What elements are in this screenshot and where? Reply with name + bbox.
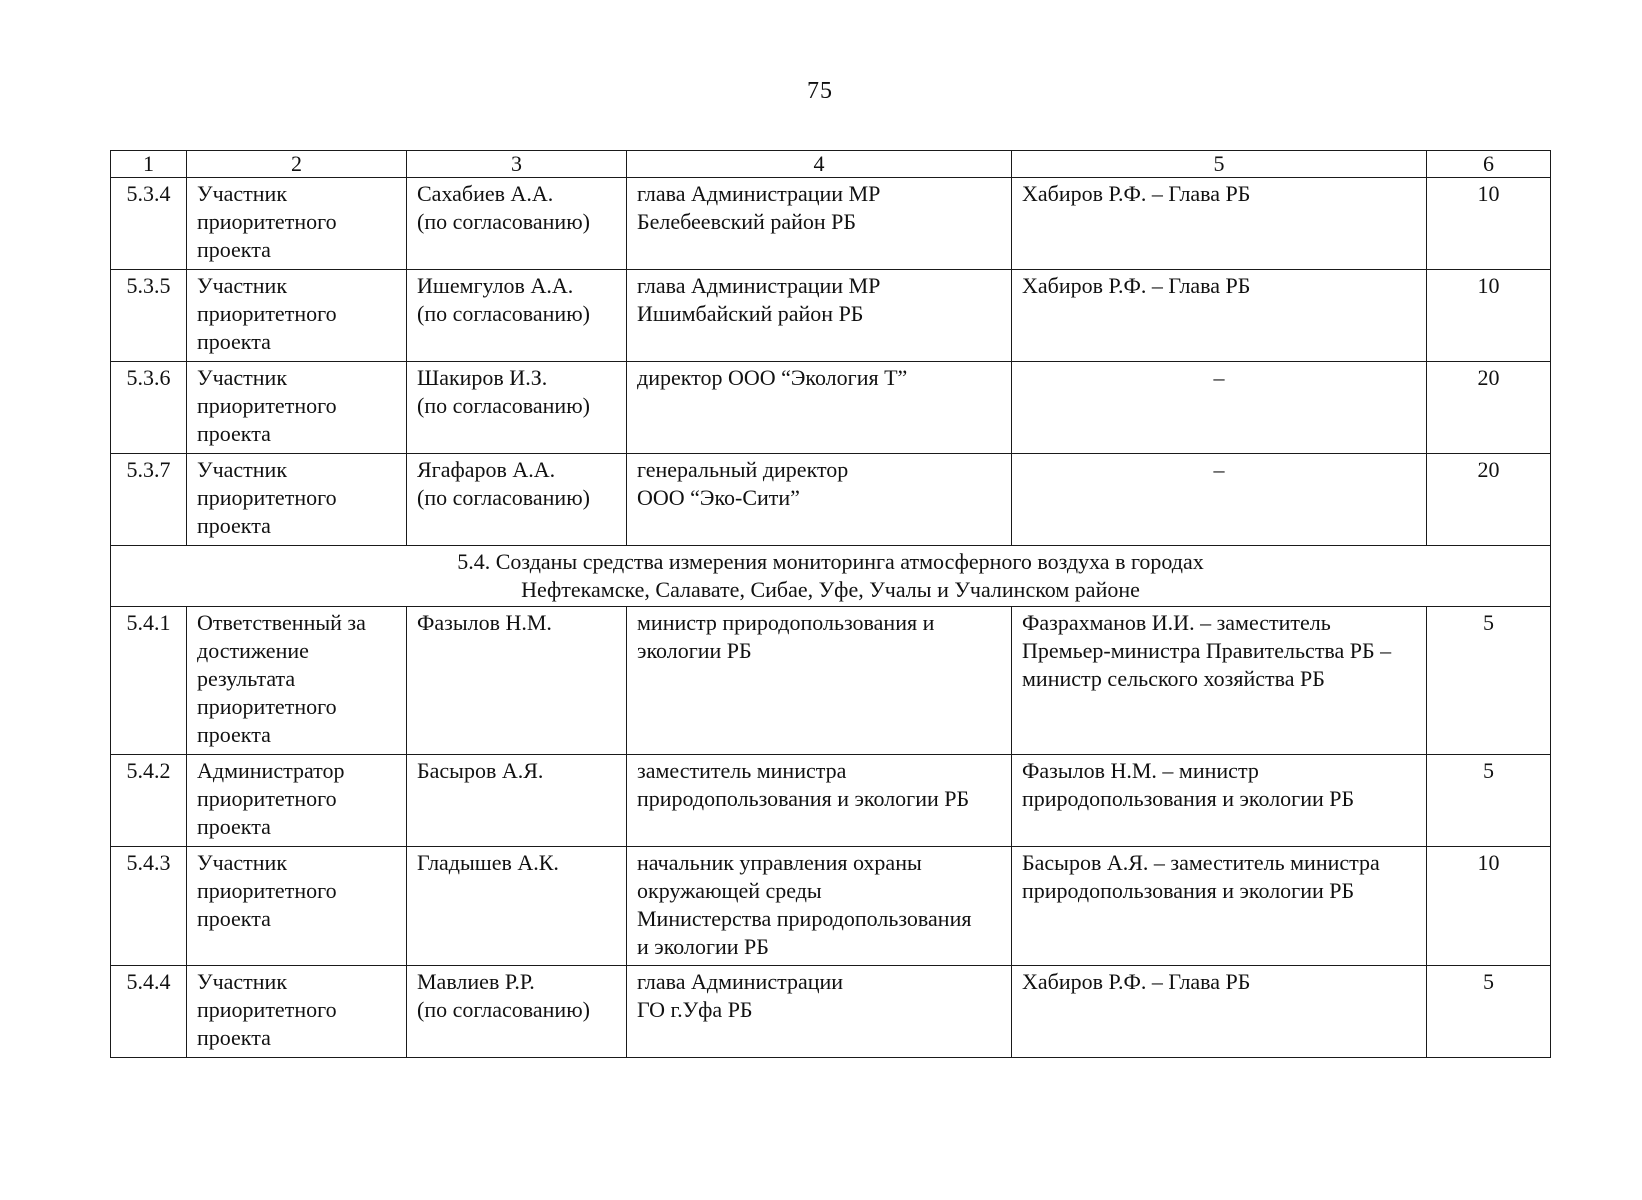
person-line: Мавлиев Р.Р. xyxy=(417,969,535,994)
score-cell: 10 xyxy=(1427,270,1551,362)
role-cell xyxy=(187,755,407,847)
score-cell: 5 xyxy=(1427,966,1551,1058)
role-line: проекта xyxy=(197,513,271,538)
role-line: проекта xyxy=(197,906,271,931)
position-line: и экологии РБ xyxy=(637,934,769,959)
table-row xyxy=(111,270,1551,362)
column-header: 5 xyxy=(1012,151,1427,178)
role-line: приоритетного xyxy=(197,786,337,811)
person-line: Сахабиев А.А. xyxy=(417,181,554,206)
role-line: приоритетного xyxy=(197,694,337,719)
responsibility-table xyxy=(110,150,1551,1058)
person-cell xyxy=(407,454,627,546)
supervisor-line: Хабиров Р.Ф. – Глава РБ xyxy=(1022,181,1251,206)
person-cell xyxy=(407,362,627,454)
column-number-row xyxy=(111,151,1551,178)
score-cell: 5 xyxy=(1427,755,1551,847)
role-line: приоритетного xyxy=(197,485,337,510)
position-line: природопользования и экологии РБ xyxy=(637,786,970,811)
supervisor-line: природопользования и экологии РБ xyxy=(1022,786,1355,811)
person-line: (по согласованию) xyxy=(417,485,590,510)
supervisor-line: – xyxy=(1213,457,1225,482)
role-line: Участник xyxy=(197,457,288,482)
person-cell xyxy=(407,847,627,966)
person-cell xyxy=(407,270,627,362)
person-line: (по согласованию) xyxy=(417,301,590,326)
position-line: окружающей среды xyxy=(637,878,822,903)
position-line: министр природопользования и xyxy=(637,610,935,635)
position-cell xyxy=(627,607,1012,755)
position-cell xyxy=(627,966,1012,1058)
section-heading xyxy=(111,546,1551,607)
role-cell xyxy=(187,607,407,755)
role-line: Участник xyxy=(197,850,288,875)
person-cell xyxy=(407,607,627,755)
row-number-cell: 5.3.4 xyxy=(111,178,187,270)
column-header: 2 xyxy=(187,151,407,178)
role-line: приоритетного xyxy=(197,878,337,903)
role-line: приоритетного xyxy=(197,997,337,1022)
role-line: Участник xyxy=(197,273,288,298)
row-number-cell: 5.4.4 xyxy=(111,966,187,1058)
column-header: 3 xyxy=(407,151,627,178)
supervisor-cell xyxy=(1012,178,1427,270)
person-cell xyxy=(407,966,627,1058)
role-line: проекта xyxy=(197,814,271,839)
role-line: достижение xyxy=(197,638,309,663)
position-cell xyxy=(627,755,1012,847)
row-number-cell: 5.4.1 xyxy=(111,607,187,755)
person-line: Гладышев А.К. xyxy=(417,850,559,875)
role-line: Участник xyxy=(197,969,288,994)
role-line: Ответственный за xyxy=(197,610,366,635)
role-cell xyxy=(187,362,407,454)
position-line: экологии РБ xyxy=(637,638,752,663)
person-line: Ягафаров А.А. xyxy=(417,457,556,482)
section-heading-line: 5.4. Созданы средства измерения мониторинга атмосферного воздуха в городах xyxy=(457,549,1204,574)
row-number-cell: 5.4.3 xyxy=(111,847,187,966)
supervisor-line: природопользования и экологии РБ xyxy=(1022,878,1355,903)
role-line: приоритетного xyxy=(197,209,337,234)
person-line: (по согласованию) xyxy=(417,997,590,1022)
supervisor-cell xyxy=(1012,847,1427,966)
position-line: глава Администрации МР xyxy=(637,181,881,206)
position-line: глава Администрации МР xyxy=(637,273,881,298)
supervisor-line: Хабиров Р.Ф. – Глава РБ xyxy=(1022,273,1251,298)
supervisor-cell xyxy=(1012,607,1427,755)
role-line: Участник xyxy=(197,365,288,390)
person-line: (по согласованию) xyxy=(417,393,590,418)
position-line: Ишимбайский район РБ xyxy=(637,301,864,326)
person-cell xyxy=(407,755,627,847)
supervisor-line: Хабиров Р.Ф. – Глава РБ xyxy=(1022,969,1251,994)
position-line: ООО “Эко-Сити” xyxy=(637,485,800,510)
person-line: Шакиров И.З. xyxy=(417,365,548,390)
role-line: проекта xyxy=(197,237,271,262)
supervisor-cell xyxy=(1012,966,1427,1058)
position-cell xyxy=(627,270,1012,362)
score-cell: 10 xyxy=(1427,847,1551,966)
supervisor-cell xyxy=(1012,755,1427,847)
score-cell: 20 xyxy=(1427,362,1551,454)
table-row xyxy=(111,847,1551,966)
role-line: приоритетного xyxy=(197,301,337,326)
score-cell: 10 xyxy=(1427,178,1551,270)
table-row xyxy=(111,607,1551,755)
column-header: 4 xyxy=(627,151,1012,178)
position-line: директор ООО “Экология Т” xyxy=(637,365,908,390)
row-number-cell: 5.3.7 xyxy=(111,454,187,546)
score-cell: 20 xyxy=(1427,454,1551,546)
table-row xyxy=(111,966,1551,1058)
role-cell xyxy=(187,454,407,546)
supervisor-line: министр сельского хозяйства РБ xyxy=(1022,666,1325,691)
row-number-cell: 5.3.6 xyxy=(111,362,187,454)
table-body-5-3 xyxy=(111,178,1551,546)
role-cell xyxy=(187,178,407,270)
supervisor-line: – xyxy=(1213,365,1225,390)
position-line: ГО г.Уфа РБ xyxy=(637,997,753,1022)
position-line: генеральный директор xyxy=(637,457,849,482)
person-line: Фазылов Н.М. xyxy=(417,610,552,635)
table-row xyxy=(111,454,1551,546)
role-cell xyxy=(187,270,407,362)
supervisor-cell xyxy=(1012,454,1427,546)
column-header: 6 xyxy=(1427,151,1551,178)
column-header: 1 xyxy=(111,151,187,178)
position-cell xyxy=(627,178,1012,270)
role-line: проекта xyxy=(197,1025,271,1050)
supervisor-cell xyxy=(1012,362,1427,454)
table-body-5-4 xyxy=(111,607,1551,1058)
position-line: заместитель министра xyxy=(637,758,847,783)
role-line: проекта xyxy=(197,421,271,446)
position-line: глава Администрации xyxy=(637,969,844,994)
table-row xyxy=(111,362,1551,454)
position-line: Белебеевский район РБ xyxy=(637,209,857,234)
position-cell xyxy=(627,454,1012,546)
person-cell xyxy=(407,178,627,270)
person-line: (по согласованию) xyxy=(417,209,590,234)
role-line: проекта xyxy=(197,722,271,747)
position-cell xyxy=(627,362,1012,454)
supervisor-line: Фазылов Н.М. – министр xyxy=(1022,758,1259,783)
supervisor-line: Премьер-министра Правительства РБ – xyxy=(1022,638,1392,663)
position-line: Министерства природопользования xyxy=(637,906,972,931)
role-cell xyxy=(187,847,407,966)
score-cell: 5 xyxy=(1427,607,1551,755)
table-row xyxy=(111,755,1551,847)
role-cell xyxy=(187,966,407,1058)
role-line: Участник xyxy=(197,181,288,206)
position-line: начальник управления охраны xyxy=(637,850,922,875)
supervisor-line: Басыров А.Я. – заместитель министра xyxy=(1022,850,1380,875)
section-heading-line: Нефтекамске, Салавате, Сибае, Уфе, Учалы и Учалинском районе xyxy=(521,577,1140,602)
supervisor-line: Фазрахманов И.И. – заместитель xyxy=(1022,610,1331,635)
table-row xyxy=(111,178,1551,270)
role-line: проекта xyxy=(197,329,271,354)
row-number-cell: 5.4.2 xyxy=(111,755,187,847)
person-line: Ишемгулов А.А. xyxy=(417,273,574,298)
section-heading-row xyxy=(111,546,1551,607)
person-line: Басыров А.Я. xyxy=(417,758,544,783)
supervisor-cell xyxy=(1012,270,1427,362)
position-cell xyxy=(627,847,1012,966)
role-line: Администратор xyxy=(197,758,345,783)
role-line: результата xyxy=(197,666,296,691)
role-line: приоритетного xyxy=(197,393,337,418)
page-number: 75 xyxy=(807,78,833,104)
section-5-4 xyxy=(111,546,1551,607)
row-number-cell: 5.3.5 xyxy=(111,270,187,362)
